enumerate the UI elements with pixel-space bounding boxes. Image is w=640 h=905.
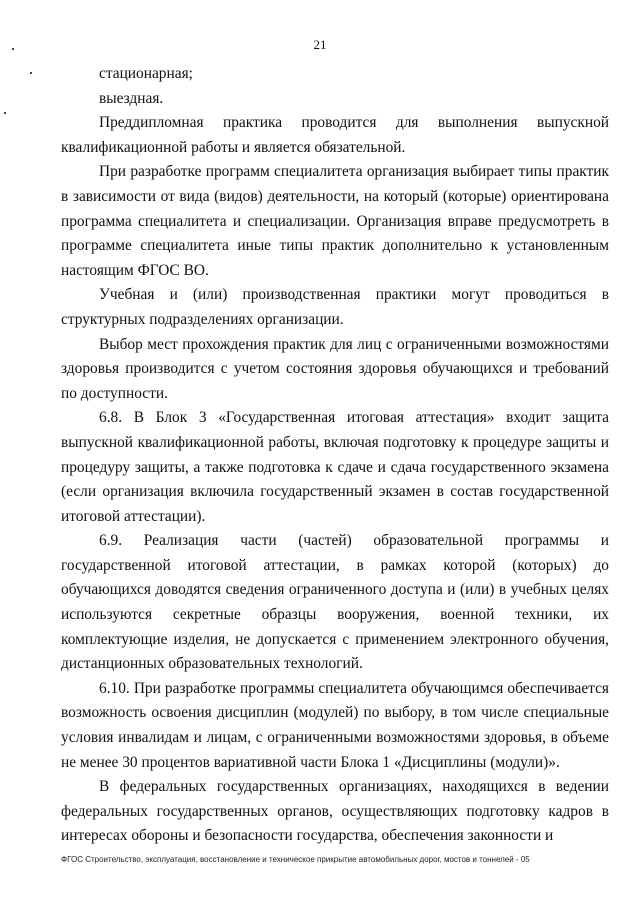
paragraph: Преддипломная практика проводится для выполнения выпускной квалификационной работы и является обязательной.	[61, 114, 609, 156]
document-footer: ФГОС Строительство, эксплуатация, восстановление и техническое прикрытие автомобильных дорог, мостов и тоннелей - 05	[61, 855, 530, 864]
paragraph: 6.10. При разработке программы специалитета обучающимся обеспечивается возможность освоения дисциплин (модулей) по выбору, в том числе специальные условия инвалидам и лицам, с ограниченными возможностями здоровья, в объеме не менее 30 процентов вариативной части Блока 1 «Дисциплины (модули)».	[61, 679, 609, 771]
scan-speck	[30, 72, 32, 74]
paragraph: В федеральных государственных организациях, находящихся в ведении федеральных государственных органов, осуществляющих подготовку кадров в интересах обороны и безопасности государства, обеспечения законности и	[61, 778, 609, 845]
page-number: 21	[313, 37, 327, 52]
scan-speck	[12, 48, 14, 50]
paragraph: 6.9. Реализация части (частей) образовательной программы и государственной итоговой аттестации, в рамках которой (которых) до обучающихся доводятся сведения ограниченного доступа и (или) в учебных целях используются секретные образцы вооружения, военной техники, их комплектующие изделия, не допускается с применением электронного обучения, дистанционных образовательных технологий.	[61, 532, 609, 673]
document-body	[61, 62, 609, 849]
paragraph: 6.8. В Блок 3 «Государственная итоговая аттестация» входит защита выпускной квалификационной работы, включая подготовку к процедуре защиты и процедуру защиты, а также подготовка к сдаче и сдача государственного экзамена (если организация включила государственный экзамен в состав государственной итоговой аттестации).	[61, 409, 609, 525]
paragraph: стационарная;	[99, 65, 193, 82]
paragraph: Выбор мест прохождения практик для лиц с ограниченными возможностями здоровья производится с учетом состояния здоровья обучающихся и требований по доступности.	[61, 335, 609, 402]
paragraph: выездная.	[99, 89, 164, 107]
scan-speck	[4, 112, 6, 114]
paragraph: При разработке программ специалитета организация выбирает типы практик в зависимости от вида (видов) деятельности, на который (которые) ориентирована программа специалитета и специализации. Организация вправе предусмотреть в программе специалитета иные типы практик дополнительно к установленным настоящим ФГОС ВО.	[61, 163, 609, 279]
paragraph: Учебная и (или) производственная практики могут проводиться в структурных подразделениях организации.	[61, 286, 609, 328]
